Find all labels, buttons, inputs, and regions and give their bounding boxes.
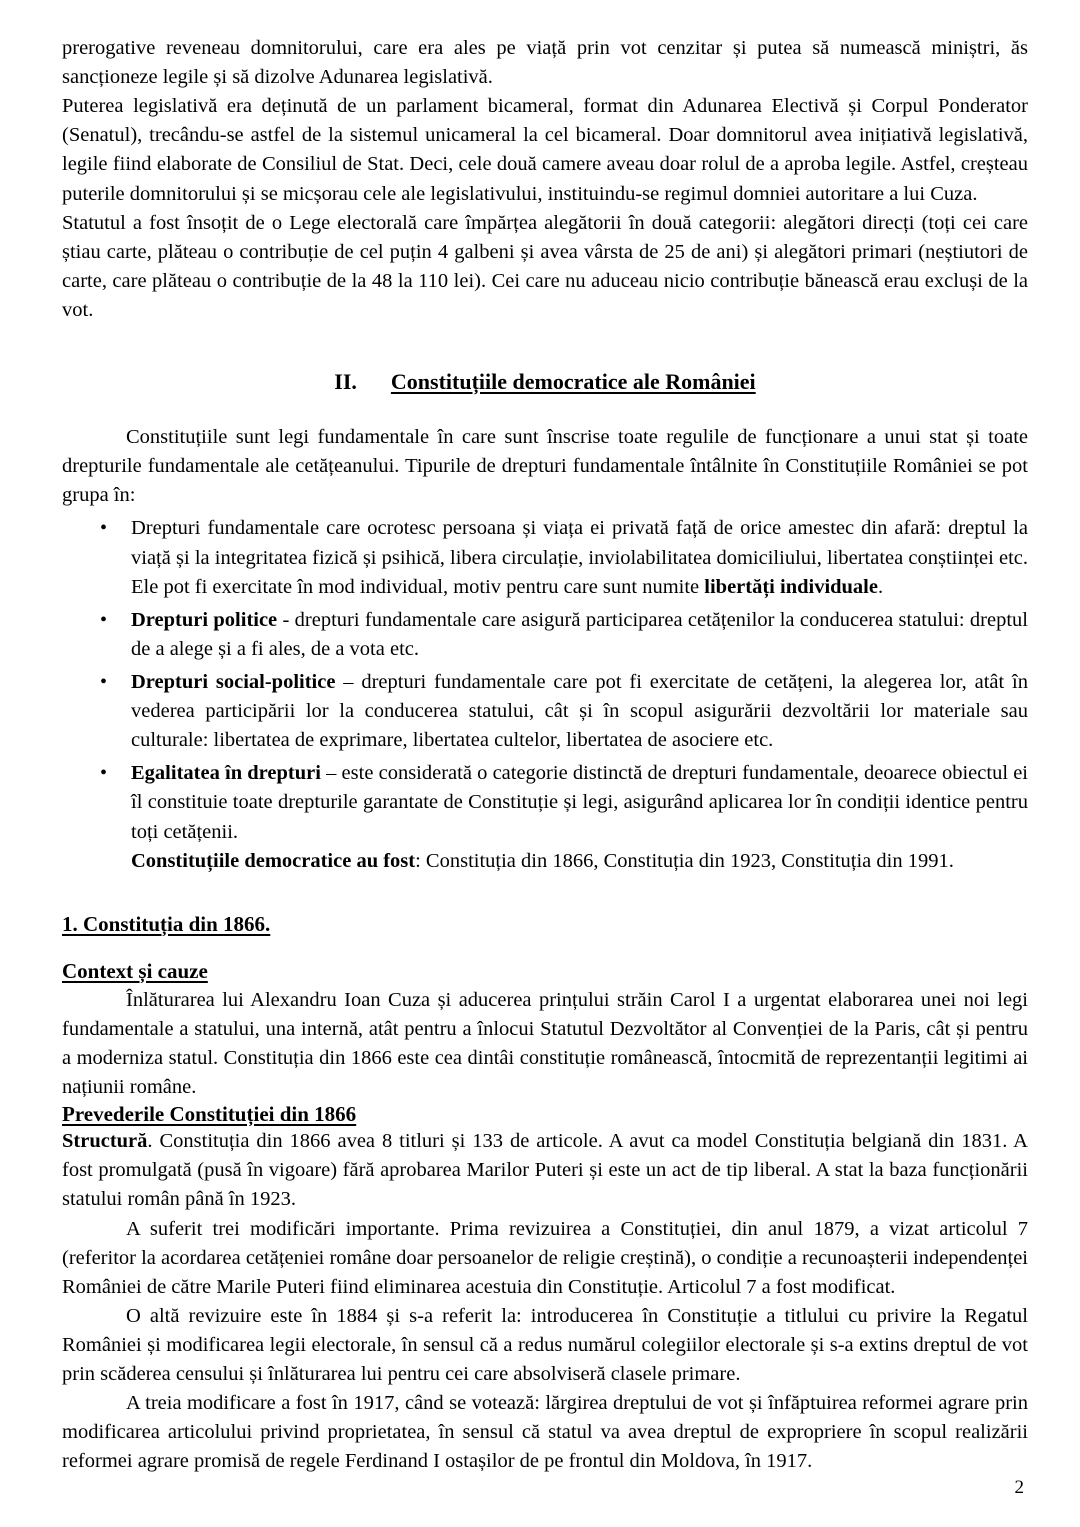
prevederi-heading-wrapper [62,1102,1028,1127]
bullet-text-2: – drepturi fundamentale care pot fi exercitate de cetățeni, la alegerea lor, atât în vederea participării lor la conducerea statului, cât și în scopul asigurării dezvoltării lor materiale sau culturale: libertatea de exprimare, libertatea cultelor, libertatea de asociere etc. [131,670,1028,752]
list-item [62,606,1028,664]
paragraph-puterea-legislativa: Puterea legislativă era deținută de un parlament bicameral, format din Adunarea Electivă și Corpul Ponderator (Senatul), trecându-se astfel de la sistemul unicameral la cel bicameral. Doar domnitorul avea inițiativă legislativă, legile fiind elaborate de Consiliul de Stat. Deci, cele două camere aveau doar rolul de a aproba legile. Astfel, creșteau puterile domnitorului și se micșorau cele ale legislativului, instituindu-se regimul domniei autoritare a lui Cuza. [62,95,1028,205]
bullet-tail-0: . [877,575,884,598]
page-number: 2 [1014,1477,1024,1498]
context-heading-wrapper [62,959,1028,986]
bullet-bold-tail-0: libertăți individuale [704,575,878,598]
subsection-heading-wrapper-1866 [62,876,1028,959]
paragraph-context-cauze: Înlăturarea lui Alexandru Ioan Cuza și aducerea prințului străin Carol I a urgentat elaborarea unei noi legi fundamentale a statului, una internă, atât pentru a înlocui Statutul Dezvoltător al Convenției de la Paris, cât și pentru a moderniza statul. Constituția din 1866 este cea dintâi constituție românească, întocmită de reprezentanții legitimi ai națiunii române. [62,988,1028,1099]
heading-context-si-cauze: Context și cauze [62,958,208,983]
paragraph-modificare-1879: A suferit trei modificări importante. Prima revizuirea a Constituției, din anul 1879, a vizat articolul 7 (referitor la acordarea cetățeniei române doar persoanelor de religie creștină), o condiție a recunoașterii independenței României de către Marile Puteri fiind eliminarea acestuia din Constituție. Articolul 7 a fost modificat. [62,1217,1028,1298]
continuation-lead: Constituțiile democratice au fost [131,849,416,872]
bullet-text-3: – este considerată o categorie distinctă de drepturi fundamentale, deoarece obiectul ei îl constituie toate drepturile garantate de Constituție și legi, asigurând aplicarea lor în condiții identice pentru toți cetățenii. [131,762,1028,843]
structura-text: . Constituția din 1866 avea 8 titluri și 133 de articole. A avut ca model Constituția belgiană din 1831. A fost promulgată (pusă în vigoare) fără aprobarea Marilor Puteri și este un act de tip liberal. A stat la baza funcționării statului român până în 1923. [62,1130,1028,1211]
paragraph-modificare-1884: O altă revizuire este în 1884 și s-a referit la: introducerea în Constituție a titlului cu privire la Regatul României și modificarea legii electorale, în sensul că a redus numărul colegiilor electorale și s-a extins dreptul de vot prin scăderea censului și înlăturarea lui pentru cei care absolviseră clasele primare. [62,1304,1028,1386]
structura-lead: Structură [62,1130,148,1153]
paragraph-intro-constitutii: Constituțiile sunt legi fundamentale în care sunt înscrise toate regulile de funcționare a unui stat și toate drepturile fundamentale ale cetățeanului. Tipurile de drepturi fundamentale întâlnite în Constituțiile României se pot grupa în: [62,426,1028,507]
bullet-lead-1: Drepturi politice [131,608,278,631]
paragraph-modificare-1917: A treia modificare a fost în 1917, când se votează: lărgirea dreptului de vot și înfăptuirea reformei agrare prin modificarea articolului privind proprietatea, în sensul că statul va avea dreptul de expropriere în scopul realizării reformei agrare promisă de regele Ferdinand I ostașilor de pe frontul din Moldova, în 1917. [62,1392,1028,1473]
bullet-text-0: Drepturi fundamentale care ocrotesc persoana și viața ei privată față de orice amestec din afară: dreptul la viață și la integritatea fizică și psihică, libera circulație, inviolabilitatea domiciliului, libertatea conștiinței etc. Ele pot fi exercitate în mod individual, motiv pentru care sunt numite [131,517,1028,598]
section-title: Constituțiile democratice ale României [390,369,756,395]
section-numeral: II. [334,369,357,395]
continuation-text: : Constituția din 1866, Constituția din 1923, Constituția din 1991. [415,849,954,872]
bullet-lead-3: Egalitatea în drepturi [131,762,321,785]
list-item [62,514,1028,601]
paragraph-statutul-lege-electorala: Statutul a fost însoțit de o Lege electorală care împărțea alegătorii în două categorii: alegători direcți (toți cei care știau carte, plăteau o contribuție de cel puțin 4 galbeni și avea vârsta de 25 de ani) și alegători primari (neștiutori de carte, care plăteau o contribuție de la 48 la 110 lei). Cei care nu aduceau nicio contribuție bănească erau excluși de la vot. [62,211,1028,321]
bullet-lead-2: Drepturi social-politice [131,670,336,693]
list-item [62,759,1028,846]
paragraph-prerogative: prerogative reveneau domnitorului, care era ales pe viață prin vot cenzitar și putea să numească miniștri, ăs sancționeze legile și să dizolve Adunarea legislativă. [62,37,1028,89]
subsection-heading-1866: 1. Constituția din 1866. [62,911,271,936]
bullet-text-1: - drepturi fundamentale care asigură participarea cetățenilor la conducerea statului: dreptul de a alege și a fi ales, de a vota etc. [131,608,1028,660]
list-item [62,668,1028,755]
rights-bullet-list [62,514,1028,875]
heading-prevederile-constitutiei: Prevederile Constituției din 1866 [62,1102,357,1127]
paragraph-structura [62,1127,1028,1214]
list-item-continuation [62,847,1028,876]
section-heading-constitutiile-democratice [62,325,1028,423]
